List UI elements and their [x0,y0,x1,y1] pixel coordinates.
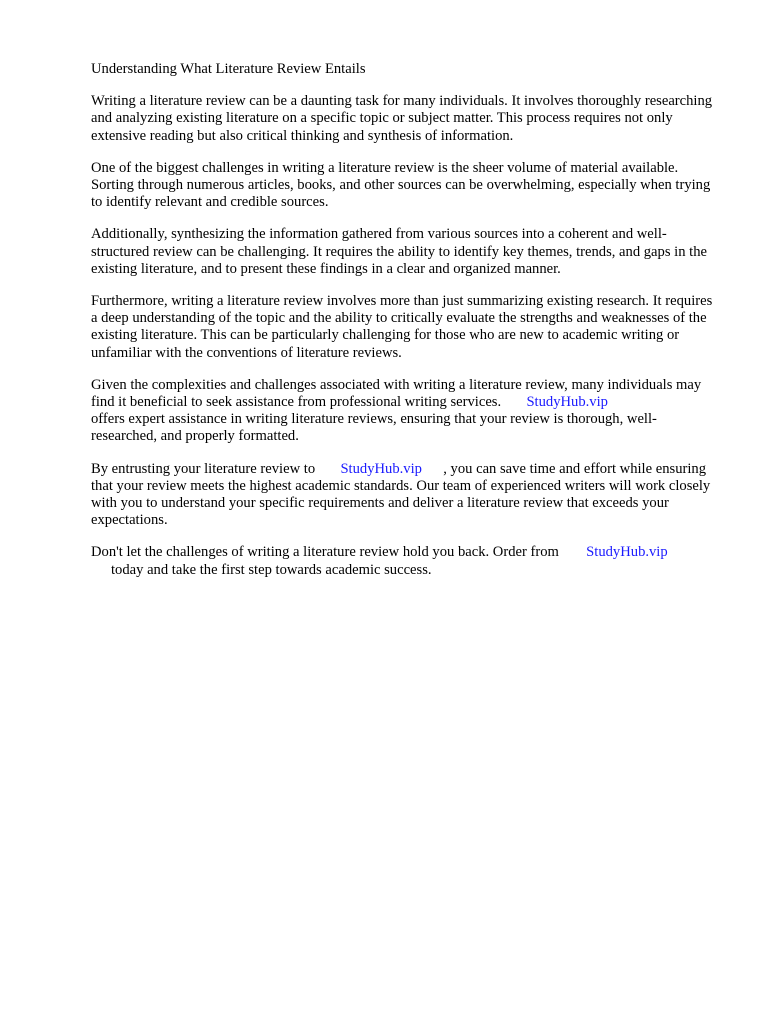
paragraph-cta-text: Don't let the challenges of writing a literature review hold you back. Order from [91,544,559,561]
paragraph-challenges: One of the biggest challenges in writing a literature review is the sheer volume of material available. Sorting through numerous articles, books, and other sources can be overwhelming, especially when trying to identify relevant and credible sources. [91,159,711,211]
paragraph-entrusting-text: By entrusting your literature review to [91,460,316,477]
studyhub-link[interactable]: StudyHub.vip [526,394,608,411]
paragraph-assistance-text: Given the complexities and challenges associated with writing a literature review, many individuals may find it beneficial to seek assistance from professional writing services. [91,376,702,411]
studyhub-link[interactable]: StudyHub.vip [340,460,422,477]
document-title: Understanding What Literature Review Entails [91,61,366,77]
paragraph-intro: Writing a literature review can be a daunting task for many individuals. It involves thoroughly researching and analyzing existing literature on a specific topic or subject matter. This process requires not only extensive reading but also critical thinking and synthesis of information. [91,93,713,144]
paragraph-assistance-text-after: offers expert assistance in writing literature reviews, ensuring that your review is thorough, well-researched, and properly formatted. [91,411,657,445]
document-body [91,61,721,594]
paragraph-entrusting-text-after: , you can save time and effort while ensuring that your review meets the highest academic standards. Our team of experienced writers will work closely with you to understand your specific requirements and deliver a literature review that exceeds your expectations. [91,460,711,529]
paragraph-cta-text-after: today and take the first step towards academic success. [111,561,432,578]
paragraph-synthesis: Additionally, synthesizing the information gathered from various sources into a coherent and well-structured review can be challenging. It requires the ability to identify key themes, trends, and gaps in the existing literature, and to present these findings in a clear and organized manner. [91,226,707,277]
paragraph-call-to-action [91,544,721,578]
paragraph-entrusting [91,461,721,530]
studyhub-link[interactable]: StudyHub.vip [586,544,668,561]
paragraph-understanding: Furthermore, writing a literature review involves more than just summarizing existing research. It requires a deep understanding of the topic and the ability to critically evaluate the strengths and weaknesses of the existing literature. This can be particularly challenging for those who are new to academic writing or unfamiliar with the conventions of literature reviews. [91,293,713,361]
paragraph-assistance [91,377,721,446]
